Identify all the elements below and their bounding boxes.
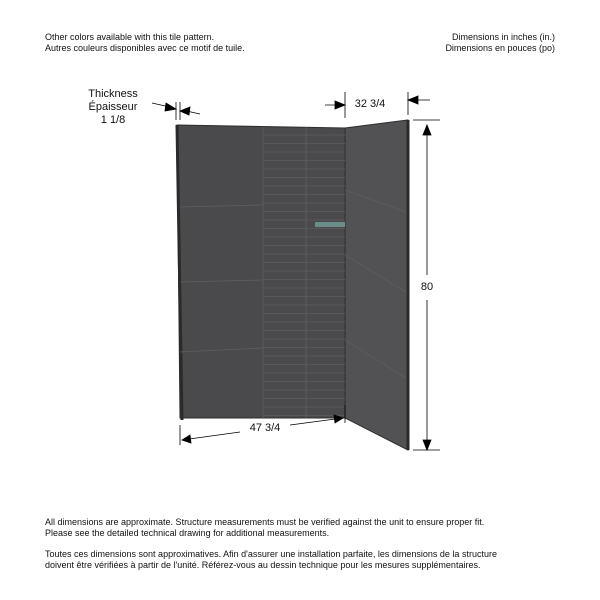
depth-dimension: 32 3/4 [354, 98, 386, 110]
disclaimer-fr-1: Toutes ces dimensions sont approximatives. Afin d'assurer une installation parfaite, les dimensions de la structure [45, 549, 497, 559]
corner-shelf [315, 222, 345, 227]
thickness-fr: Épaisseur [88, 101, 138, 113]
disclaimer-en-2: Please see the detailed technical drawing for additional measurements. [45, 528, 330, 538]
thickness-label [80, 88, 146, 127]
thickness-value: 1 1/8 [100, 114, 126, 126]
footer-fr [45, 549, 497, 571]
side-wall [345, 120, 408, 450]
units-fr: Dimensions en pouces (po) [445, 43, 555, 53]
thickness-en: Thickness [88, 88, 138, 100]
colors-note-en: Other colors available with this tile pattern. [45, 32, 215, 42]
disclaimer-en-1: All dimensions are approximate. Structure measurements must be verified against the unit to ensure proper fit. [45, 517, 485, 527]
width-dimension: 47 3/4 [249, 422, 281, 434]
height-dimension: 80 [415, 281, 439, 294]
footer-en [45, 517, 484, 539]
units-en: Dimensions in inches (in.) [451, 32, 555, 42]
colors-note-fr: Autres couleurs disponibles avec ce motif de tuile. [45, 43, 245, 53]
disclaimer-fr-2: doivent être vérifiées à partir de l'unité. Référez-vous au dessin technique pour les mesures supplémentaires. [45, 560, 481, 570]
